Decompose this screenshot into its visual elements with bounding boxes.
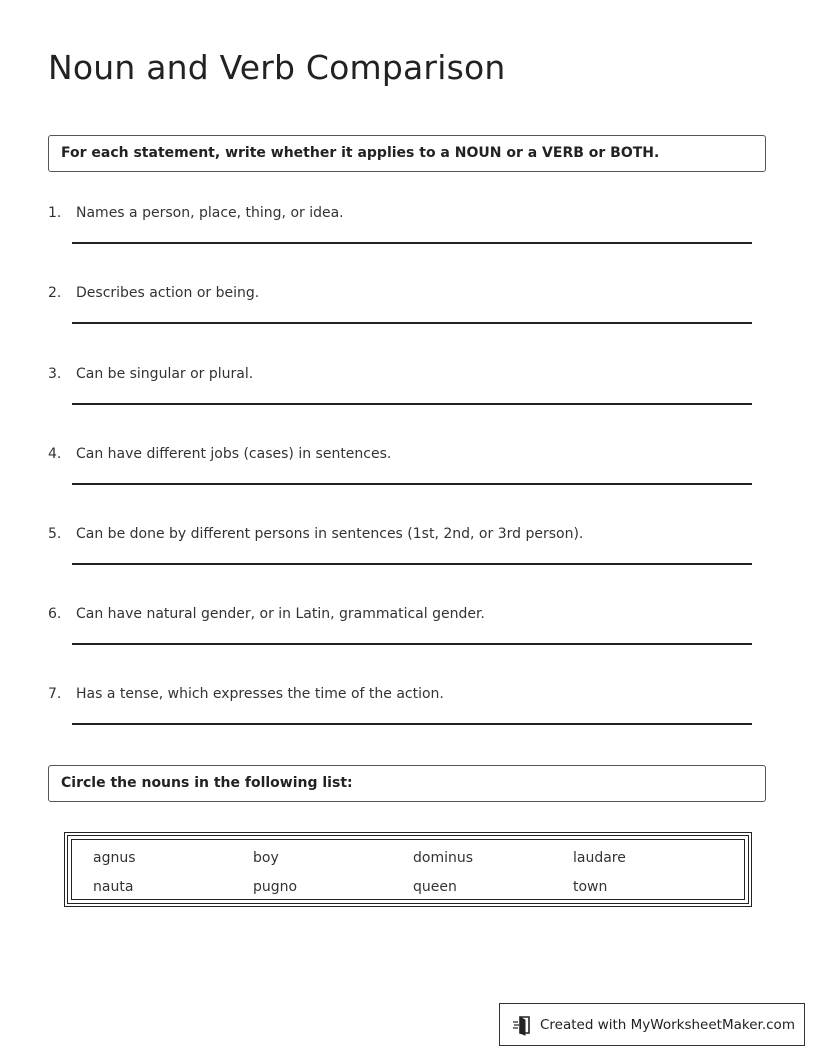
question-text: Names a person, place, thing, or idea. [76,205,344,221]
instruction-box-part2 [48,765,766,802]
footer-credit-badge[interactable] [499,1003,805,1046]
question-text: Has a tense, which expresses the time of the action. [76,686,444,702]
question-text: Describes action or being. [76,285,260,301]
page-title: Noun and Verb Comparison [48,48,506,87]
word-agnus[interactable]: agnus [93,850,136,866]
question-number: 1. [48,205,62,221]
question-number: 3. [48,366,62,382]
instruction-box-part1 [48,135,766,172]
answer-line[interactable] [72,723,752,725]
answer-line[interactable] [72,322,752,324]
instruction-text-part2: Circle the nouns in the following list: [61,775,353,791]
word-queen[interactable]: queen [413,879,457,895]
answer-line[interactable] [72,242,752,244]
answer-line[interactable] [72,483,752,485]
question-text: Can be singular or plural. [76,366,254,382]
word-pugno[interactable]: pugno [253,879,298,895]
question-text: Can have different jobs (cases) in sentences. [76,446,392,462]
answer-line[interactable] [72,643,752,645]
instruction-text-part1: For each statement, write whether it applies to a NOUN or a VERB or BOTH. [61,145,660,161]
question-item [48,685,752,741]
question-item [48,204,752,260]
word-dominus[interactable]: dominus [413,850,474,866]
question-item [48,525,752,581]
question-number: 6. [48,606,62,622]
word-nauta[interactable]: nauta [93,879,134,895]
word-laudare[interactable]: laudare [573,850,626,866]
answer-line[interactable] [72,403,752,405]
question-number: 7. [48,686,62,702]
word-list-inner-border [71,839,745,900]
answer-line[interactable] [72,563,752,565]
question-number: 5. [48,526,62,542]
word-town[interactable]: town [573,879,608,895]
question-item [48,605,752,661]
footer-credit-text: Created with MyWorksheetMaker.com [540,1017,795,1033]
question-item [48,445,752,501]
word-list-box [64,832,752,907]
question-number: 4. [48,446,62,462]
question-text: Can have natural gender, or in Latin, grammatical gender. [76,606,485,622]
word-boy[interactable]: boy [253,850,279,866]
question-item [48,365,752,421]
question-number: 2. [48,285,62,301]
question-item [48,284,752,340]
worksheet-maker-logo-icon [512,1014,534,1036]
question-text: Can be done by different persons in sentences (1st, 2nd, or 3rd person). [76,526,584,542]
